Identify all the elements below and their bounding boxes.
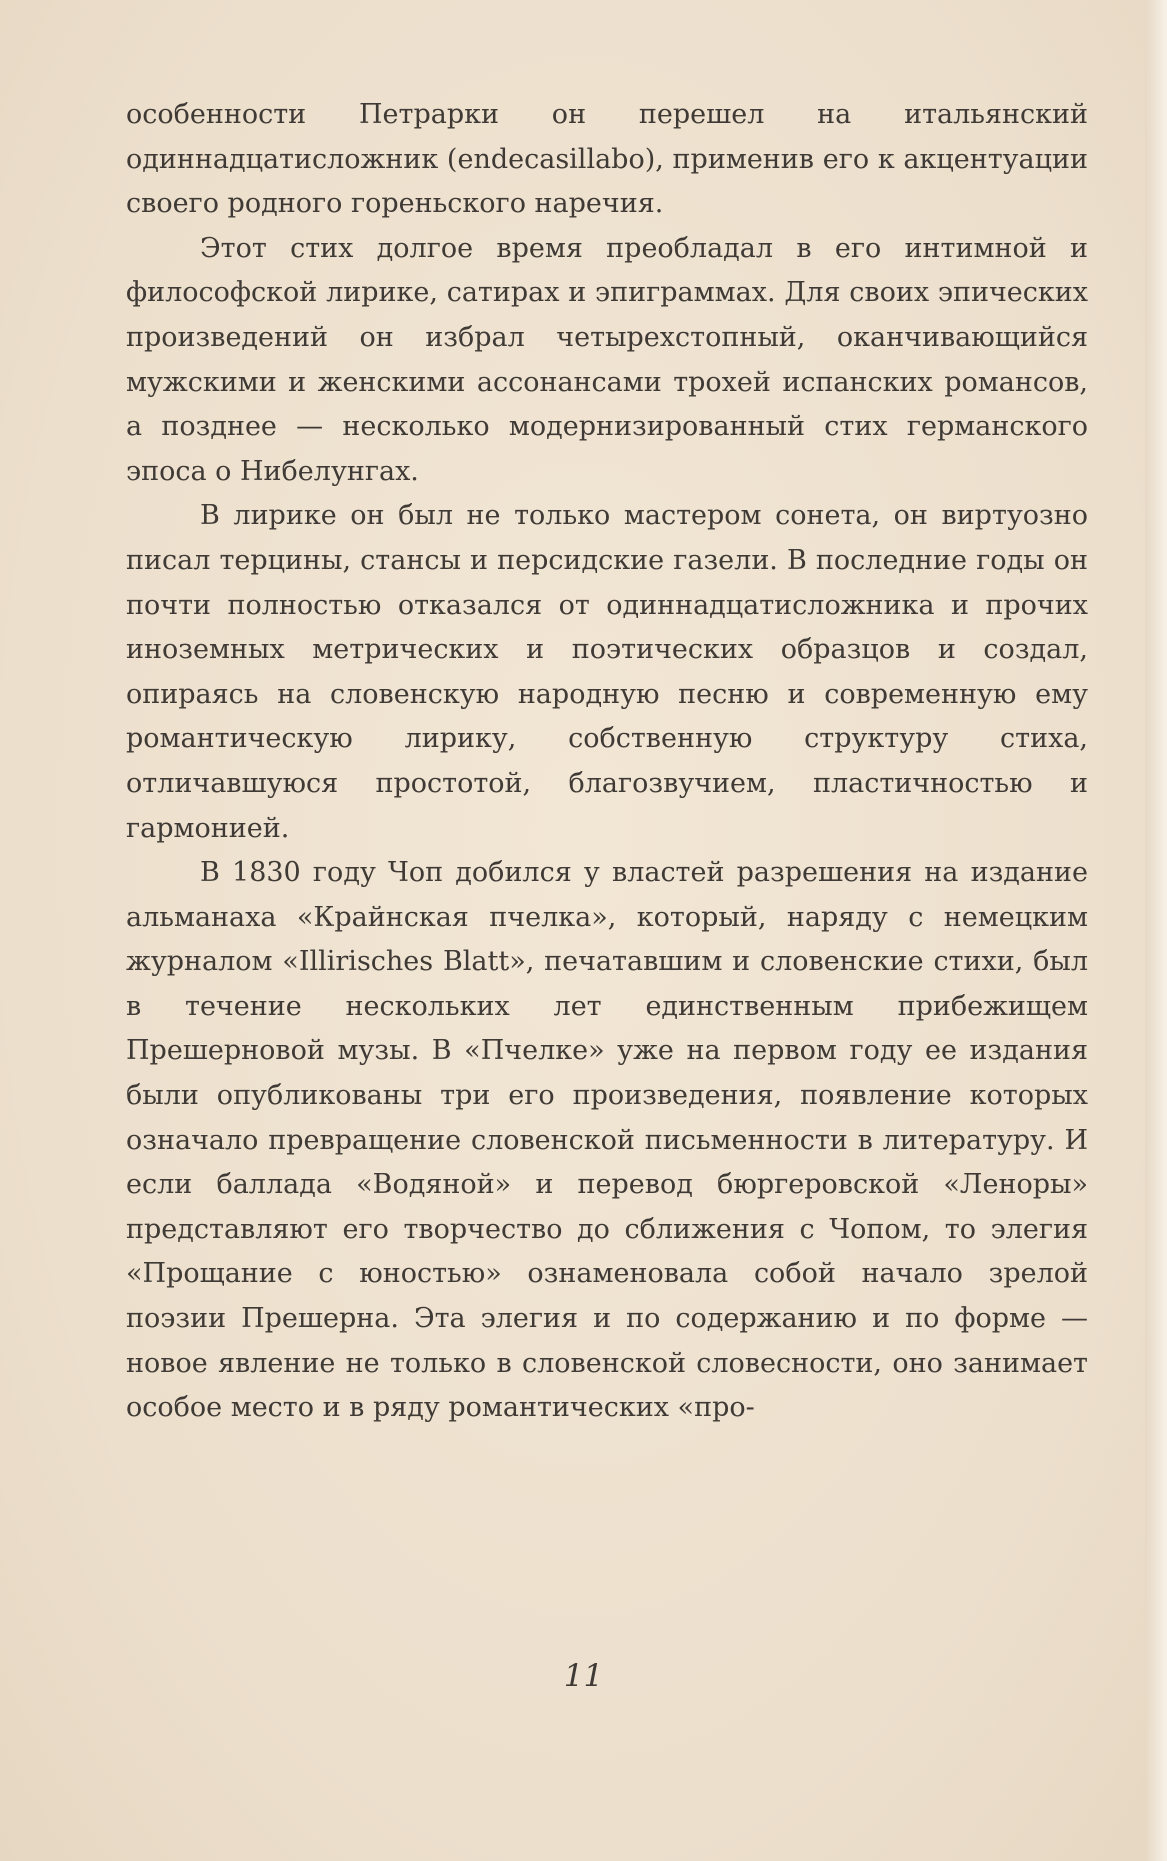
page-number: 11 xyxy=(563,1658,604,1694)
paragraph-1: особенности Петрарки он перешел на итальянский одиннадцатисложник (endecasillabo), применив его к акцентуации своего родного гореньского наречия. xyxy=(126,99,1088,220)
paragraph-4: В 1830 году Чоп добился у властей разрешения на издание альманаха «Крайнская пчелка», который, наряду с немецким журналом «Illirisches Blatt», печатавшим и словенские стихи, был в течение нескольких лет единственным прибежищем Прешерновой музы. В «Пчелке» уже на первом году ее издания были опубликованы три его произведения, появление которых означало превращение словенской письменности в литературу. И если баллада «Водяной» и перевод бюргеровской «Леноры» представляют его творчество до сближения с Чопом, то элегия «Прощание с юностью» ознаменовала собой начало зрелой поэзии Прешерна. Эта элегия и по содержанию и по форме — новое явление не только в словенской словесности, оно занимает особое место и в ряду романтических «про- xyxy=(126,857,1088,1424)
paragraph-2: Этот стих долгое время преобладал в его интимной и философской лирике, сатирах и эпиграммах. Для своих эпических произведений он избрал четырехстопный, оканчивающийся мужскими и женскими ассонансами трохей испанских романсов, а позднее — несколько модернизированный стих германского эпоса о Нибелунгах. xyxy=(126,232,1088,487)
paragraph-3: В лирике он был не только мастером сонета, он виртуозно писал терцины, стансы и персидские газели. В последние годы он почти полностью отказался от одиннадцатисложника и прочих иноземных метрических и поэтических образцов и создал, опираясь на словенскую народную песню и современную ему романтическую лирику, собственную структуру стиха, отличавшуюся простотой, благозвучием, пластичностью и гармонией. xyxy=(126,500,1088,844)
page-edge xyxy=(1145,0,1167,1861)
body-text xyxy=(126,93,1088,1431)
